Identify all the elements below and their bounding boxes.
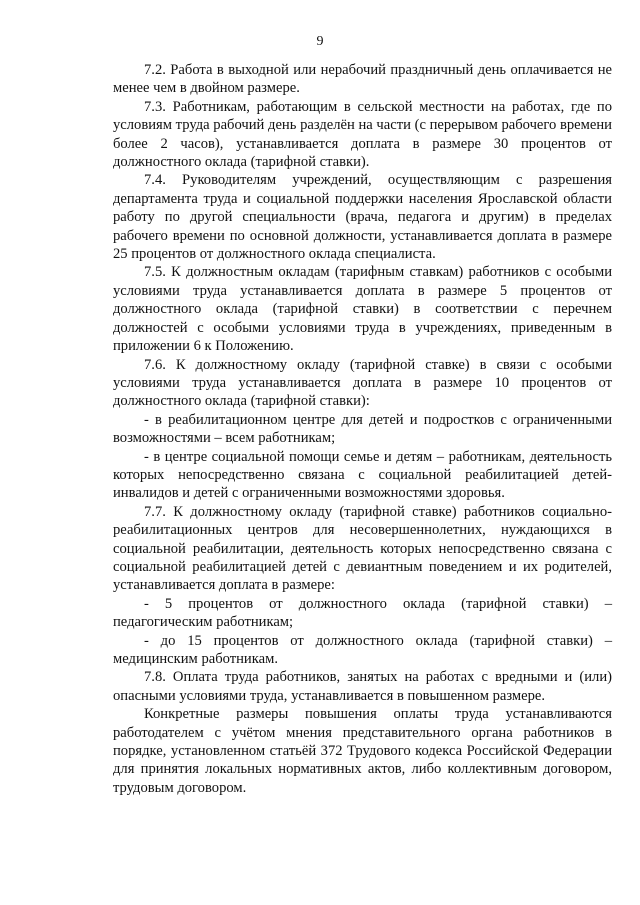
paragraph-7-4: 7.4. Руководителям учреждений, осуществляющим с разрешения департамента труда и социальной поддержки населения Ярославской области работу по другой специальности (врача, педагога и другим) в пределах рабочего времени по основной должности, устанавливается доплата в размере 25 процентов от должностного оклада специалиста. <box>113 172 612 263</box>
list-item-rehab-center: - в реабилитационном центре для детей и подростков с ограниченными возможностями – всем работникам; <box>113 411 612 447</box>
page-number: 9 <box>316 34 324 49</box>
paragraph-7-2: 7.2. Работа в выходной или нерабочий праздничный день оплачивается не менее чем в двойном размере. <box>113 62 612 97</box>
paragraph-7-5: 7.5. К должностным окладам (тарифным ставкам) работников с особыми условиями труда устанавливается доплата в размере 5 процентов от должностного оклада (тарифной ставки) в соответствии с перечнем должностей с особыми условиями труда в учреждениях, приведенным в приложении 6 к Положению. <box>113 264 612 355</box>
paragraph-specific-amounts: Конкретные размеры повышения оплаты труда устанавливаются работодателем с учётом мнения представительного органа работников в порядке, установленном статьёй 372 Трудового кодекса Российской Федерации для принятия локальных нормативных актов, либо коллективным договором, трудовым договором. <box>113 706 612 796</box>
document-body <box>113 61 612 797</box>
paragraph-7-3: 7.3. Работникам, работающим в сельской местности на работах, где по условиям труда рабочий день разделён на части (с перерывом рабочего времени более 2 часов), устанавливается доплата в размере 30 процентов от должностного оклада (тарифной ставки). <box>113 98 612 171</box>
paragraph-7-7: 7.7. К должностному окладу (тарифной ставке) работников социально-реабилитационных центров для несовершеннолетних, нуждающихся в социальной реабилитации, деятельность которых непосредственно связана с социальной реабилитацией детей с девиантным поведением и их родителей, устанавливается доплата в размере: <box>113 503 612 594</box>
paragraph-7-6: 7.6. К должностному окладу (тарифной ставке) в связи с особыми условиями труда устанавливается доплата в размере 10 процентов от должностного оклада (тарифной ставки): <box>113 356 612 410</box>
list-item-medical-staff: - до 15 процентов от должностного оклада (тарифной ставки) – медицинским работникам. <box>113 632 612 667</box>
list-item-pedagogical-staff: - 5 процентов от должностного оклада (тарифной ставки) – педагогическим работникам; <box>113 595 612 631</box>
list-item-social-help-center: - в центре социальной помощи семье и детям – работникам, деятельность которых непосредственно связана с социальной реабилитацией детей-инвалидов и детей с ограниченными возможностями здоровья. <box>113 448 612 502</box>
paragraph-7-8: 7.8. Оплата труда работников, занятых на работах с вредными и (или) опасными условиями труда, устанавливается в повышенном размере. <box>113 669 612 704</box>
